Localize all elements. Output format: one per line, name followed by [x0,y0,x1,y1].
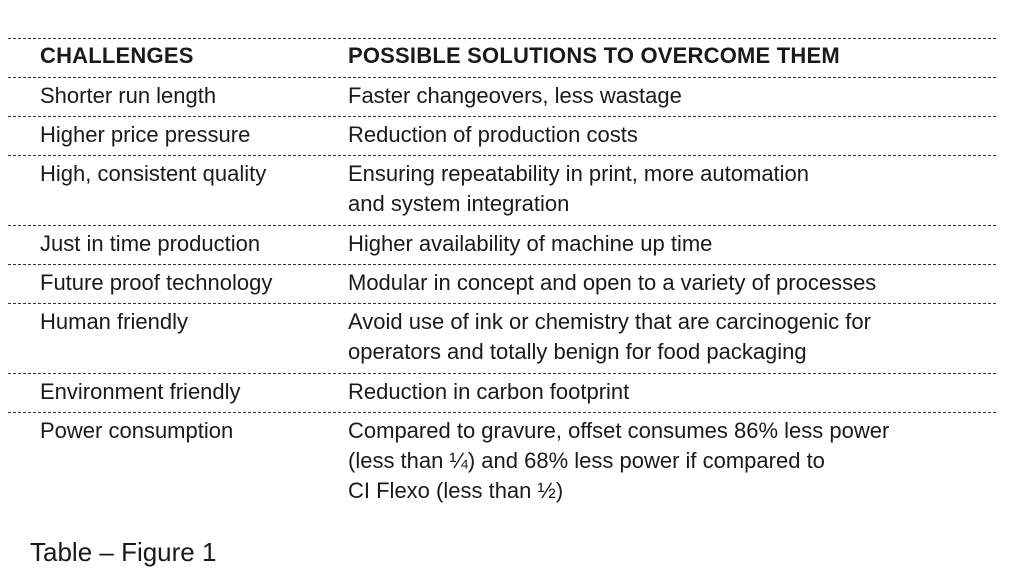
challenge-cell: High, consistent quality [40,161,267,186]
solution-line: and system integration [348,191,570,216]
solution-line: Faster changeovers, less wastage [348,83,682,108]
solution-cell [348,268,996,303]
solution-line: Ensuring repeatability in print, more automation [348,161,810,186]
header-challenges: CHALLENGES [40,43,194,68]
solution-line: Modular in concept and open to a variety of processes [348,270,877,295]
table-header-row [8,38,996,77]
table-row [8,116,996,155]
solution-line: Reduction of production costs [348,122,638,147]
solution-cell [348,416,996,512]
challenges-table [8,38,996,512]
table-row [8,373,996,412]
table-row [8,225,996,264]
solution-cell [348,307,996,373]
table-row [8,264,996,303]
solution-line: (less than ¼) and 68% less power if compared to [348,448,825,473]
solution-line: Reduction in carbon footprint [348,379,630,404]
solution-line: Compared to gravure, offset consumes 86% less power [348,418,890,443]
solution-cell [348,120,996,155]
challenge-cell: Higher price pressure [40,122,251,147]
table-row [8,77,996,116]
solution-cell [348,377,996,412]
challenge-cell: Shorter run length [40,83,217,108]
solution-line: CI Flexo (less than ½) [348,478,564,503]
challenge-cell: Environment friendly [40,379,241,404]
challenge-cell: Just in time production [40,231,261,256]
challenge-cell: Future proof technology [40,270,273,295]
challenge-cell: Power consumption [40,418,234,443]
table-row [8,303,996,373]
solution-cell [348,229,996,264]
solution-line: operators and totally benign for food packaging [348,339,807,364]
solution-cell [348,81,996,116]
solution-line: Avoid use of ink or chemistry that are carcinogenic for [348,309,871,334]
table-row [8,412,996,512]
table-row [8,155,996,225]
figure-caption: Table – Figure 1 [30,537,217,567]
solution-cell [348,159,996,225]
header-solutions: POSSIBLE SOLUTIONS TO OVERCOME THEM [348,43,840,68]
solution-line: Higher availability of machine up time [348,231,713,256]
challenge-cell: Human friendly [40,309,188,334]
